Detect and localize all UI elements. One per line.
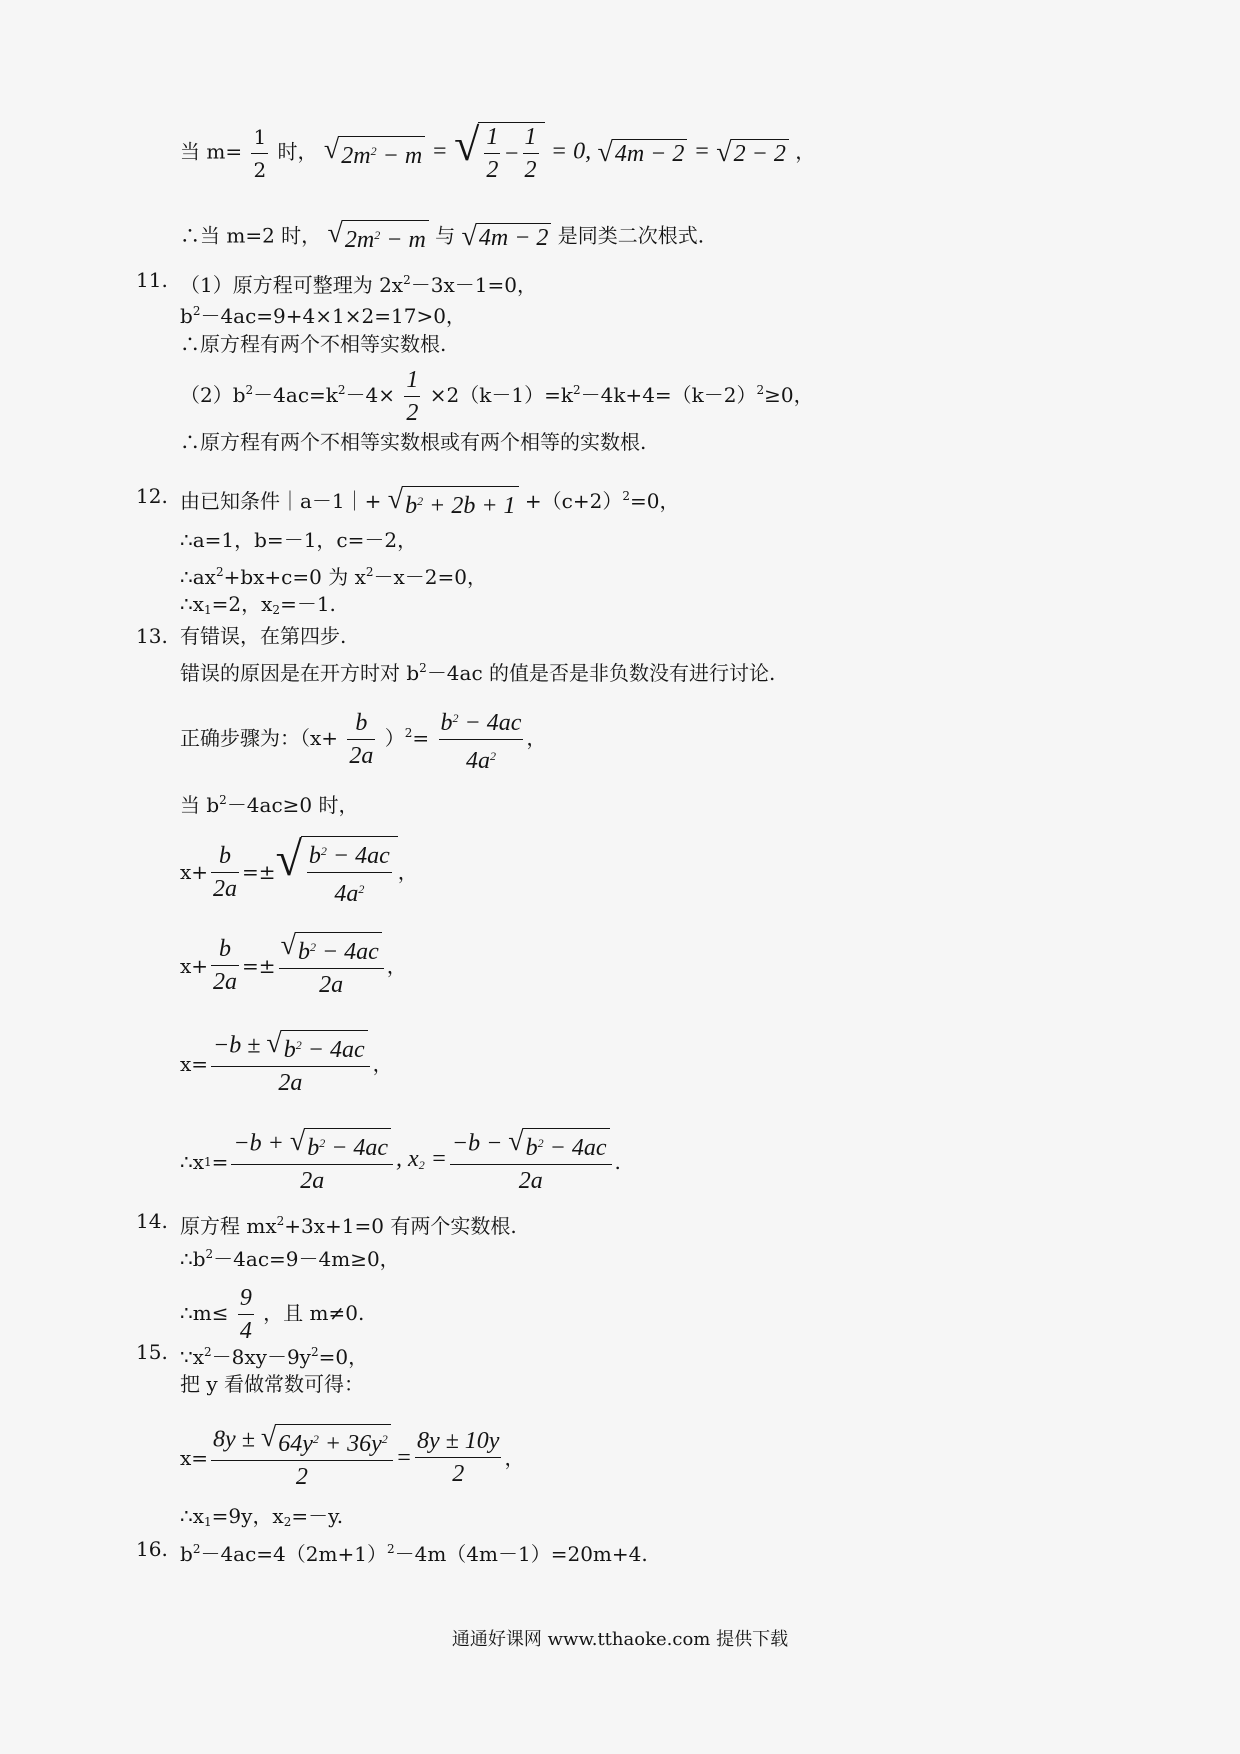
text: ） bbox=[384, 726, 405, 750]
text: －4× bbox=[345, 383, 396, 407]
q16-line-a: $b^2-4ac=4(2m+1)^2-4m(4m-1)=20m+4$. bbox=[180, 1542, 648, 1566]
q11-number bbox=[136, 266, 168, 294]
radical-4m-2: √ 4m − 2 bbox=[597, 139, 687, 168]
text: 由已知条件｜a－1｜+ bbox=[180, 489, 382, 513]
text: －3x－1=0， bbox=[410, 273, 537, 297]
q14-line-b: $\therefore b^2-4ac=9-4m\ge 0$， bbox=[180, 1247, 400, 1271]
q13-step-3: x= −b ± √ $b^2 - 4ac$ 2a ， bbox=[180, 1028, 393, 1096]
q13-number bbox=[136, 622, 168, 650]
text: －4ac=9+4×1×2=17>0， bbox=[200, 304, 466, 328]
q12-line-c: $\therefore ax^2+bx+c=0$ 为 $x^2-x-2=0$， bbox=[180, 565, 487, 589]
q13-step-1: x+ $\frac{b}{2a}$ =± √ $\frac{b^2 - 4ac}{4a^2}$ ， bbox=[180, 833, 418, 907]
text: +bx+c=0 为 x bbox=[223, 565, 366, 589]
text: b bbox=[180, 1542, 193, 1566]
text: =－1. bbox=[280, 592, 336, 616]
text: 11. bbox=[136, 268, 168, 292]
text: －4k+4=（k－2） bbox=[580, 383, 757, 407]
text: 有错误，在第四步. bbox=[180, 624, 347, 648]
q13-line-c: 正确步骤为：（x+ $\frac{b}{2a}$ ）$^2$= $\frac{b^2 - 4ac}{4a^2}$ ， bbox=[180, 710, 547, 774]
q16-number bbox=[136, 1535, 168, 1563]
text: －4ac 的值是否是非负数没有进行讨论. bbox=[426, 661, 776, 685]
q13-step-4: ∴x 1 = −b + √ $b^2 - 4ac$ 2a , $x_2$ = −b − √ $b^2 - 4ac$ 2a . bbox=[180, 1126, 621, 1194]
text: 正确步骤为：（x+ bbox=[180, 726, 339, 750]
q15-line-b bbox=[180, 1370, 364, 1398]
q12-line-b bbox=[180, 526, 417, 554]
footer-text: 通通好课网 www.tthaoke.com 提供下载 bbox=[451, 1629, 789, 1650]
text: ∴x bbox=[180, 1504, 205, 1528]
text: 时， bbox=[277, 139, 318, 164]
text: 当 m= bbox=[180, 139, 243, 164]
q11-line-c bbox=[180, 330, 446, 358]
text: 当 b bbox=[180, 793, 220, 817]
text: －4ac=k bbox=[253, 383, 338, 407]
text: 12. bbox=[136, 484, 168, 508]
q13-step-2: x+ $\frac{b}{2a}$ =± √ $b^2 - 4ac$ 2a ， bbox=[180, 930, 407, 998]
text: ∵x bbox=[180, 1345, 205, 1369]
fraction-one-half: $\frac{1}{2}$ bbox=[253, 124, 267, 182]
text: 13. bbox=[136, 624, 168, 648]
q13-line-b: 错误的原因是在开方时对 $b^2-4ac$ 的值是否是非负数没有进行讨论. bbox=[180, 661, 776, 685]
q11-line-d: $(2)b^2-4ac=k^2-4\times$ $\frac{1}{2}$ $\times 2(k-1)=k^2-4k+4=(k-2)^2\ge 0$， bbox=[180, 367, 814, 426]
text: ∴原方程有两个不相等实数根或有两个相等的实数根. bbox=[180, 430, 647, 454]
text: = bbox=[412, 726, 430, 750]
text: －4m（4m－1）=20m+4. bbox=[394, 1542, 648, 1566]
text: 把 y 看做常数可得： bbox=[180, 1372, 365, 1396]
text: ∴x bbox=[180, 592, 205, 616]
q12-line-a: 由已知条件｜a－1｜+ √ $b^2 + 2b + 1$ $+(c+2)^2=0$， bbox=[180, 483, 680, 519]
text: =9y，x bbox=[211, 1504, 284, 1528]
text: 16. bbox=[136, 1537, 168, 1561]
text: ， bbox=[795, 139, 816, 164]
text: =2，x bbox=[211, 592, 273, 616]
text: =0， bbox=[318, 1345, 369, 1369]
text: 是同类二次根式. bbox=[557, 223, 705, 248]
text: 14. bbox=[136, 1209, 168, 1233]
text: －4ac=9－4m≥0， bbox=[213, 1247, 400, 1271]
text: =0， bbox=[629, 489, 680, 513]
q15-line-a: $\because x^2-8xy-9y^2=0$， bbox=[180, 1345, 369, 1369]
text: －x－2=0， bbox=[373, 565, 487, 589]
radical-2-2: √ 2 − 2 bbox=[716, 139, 789, 168]
text: ≥0， bbox=[764, 383, 814, 407]
text: ∴a=1，b=－1，c=－2， bbox=[180, 528, 418, 552]
q15-number bbox=[136, 1338, 168, 1366]
text: 原方程 mx bbox=[180, 1214, 277, 1238]
text: ，且 m≠0. bbox=[263, 1301, 365, 1325]
line-m-half: 当 m= $\frac{1}{2}$ 时， √ $2m^2 - m$ = √ $\frac{1}{2}$ − $\frac{1}{2}$ = 0, √ 4m − 2 = √ 2 − 2 ， bbox=[180, 119, 816, 183]
text: 错误的原因是在开方时对 b bbox=[180, 661, 420, 685]
q14-line-c: ∴m≤ $\frac{9}{4}$ ，且 m≠0. bbox=[180, 1285, 365, 1344]
text: +（c+2） bbox=[524, 489, 623, 513]
q11-line-a: （1）原方程可整理为 $2x^2-3x-1=0$， bbox=[180, 273, 537, 297]
text: ∴b bbox=[180, 1247, 206, 1271]
text: ∴m≤ bbox=[180, 1301, 229, 1325]
q15-step: x= 8y ± √ $64y^2 + 36y^2$ 2 = $\frac{8y \pm 10y}{2}$ ， bbox=[180, 1422, 525, 1490]
text: +3x+1=0 有两个实数根. bbox=[284, 1214, 517, 1238]
q13-line-a bbox=[180, 622, 346, 650]
q14-line-a: 原方程 $mx^2+3x+1=0$ 有两个实数根. bbox=[180, 1214, 517, 1238]
q11-line-b: $b^2-4ac=9+4\times 1\times 2=17>0$， bbox=[180, 304, 466, 328]
text: ∴原方程有两个不相等实数根. bbox=[180, 332, 447, 356]
radical-2m2-m: √ $2m^2 - m$ bbox=[324, 136, 425, 170]
line-m-2: ∴当 m=2 时， √ $2m^2 - m$ 与 √ 4m − 2 是同类二次根式. bbox=[180, 218, 705, 253]
text: ∴当 m=2 时， bbox=[180, 223, 322, 248]
text: 15. bbox=[136, 1340, 168, 1364]
text: －4ac=4（2m+1） bbox=[200, 1542, 387, 1566]
q11-line-e bbox=[180, 428, 646, 456]
text: =－y. bbox=[291, 1504, 344, 1528]
text: ∴ax bbox=[180, 565, 216, 589]
q14-number bbox=[136, 1207, 168, 1235]
q12-number bbox=[136, 482, 168, 510]
text: （2）b bbox=[180, 383, 246, 407]
q13-line-d: 当 $b^2-4ac\ge 0$ 时， bbox=[180, 793, 359, 817]
q12-line-d: $\therefore x_1=2$，$x_2=-1$. bbox=[180, 592, 336, 617]
text: ×2（k－1）=k bbox=[429, 383, 573, 407]
text: b bbox=[180, 304, 193, 328]
text: －8xy－9y bbox=[211, 1345, 311, 1369]
text: （1）原方程可整理为 2x bbox=[180, 273, 404, 297]
radical-half-minus-half: √ $\frac{1}{2}$ − $\frac{1}{2}$ bbox=[454, 122, 544, 184]
q15-line-d: $\therefore x_1=9y$，$x_2=-y$. bbox=[180, 1504, 344, 1529]
text: －4ac≥0 时， bbox=[226, 793, 359, 817]
text: 与 bbox=[435, 223, 456, 248]
